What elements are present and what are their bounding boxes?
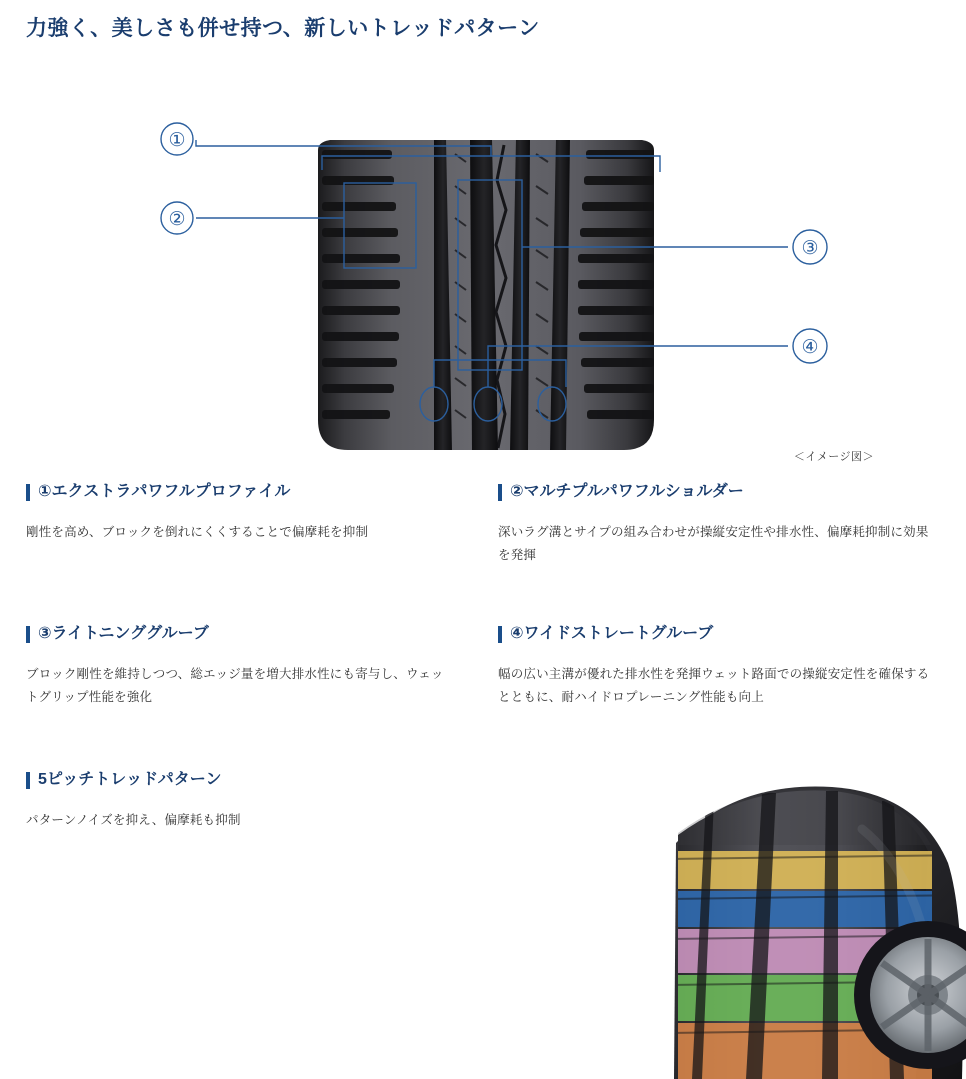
- feature-body-5: パターンノイズを抑え、偏摩耗も抑制: [26, 812, 241, 827]
- feature-body-4: 幅の広い主溝が優れた排水性を発揮ウェット路面での操縦安定性を確保するとともに、耐ハイドロプレーニング性能も向上: [498, 666, 930, 704]
- callout-2-label: ②: [168, 209, 186, 230]
- image-note: ＜イメージ図＞: [793, 451, 874, 463]
- feature-body-3: ブロック剛性を維持しつつ、総エッジ量を増大排水性にも寄与し、ウェットグリップ性能を強化: [26, 666, 444, 704]
- pitch-tire-svg: [666, 759, 966, 1079]
- feature-body-1: 剛性を高め、ブロックを倒れにくくすることで偏摩耗を抑制: [26, 524, 369, 539]
- callout-1-label: ①: [168, 130, 186, 151]
- tire-body: [318, 138, 654, 452]
- tread-pattern-diagram: [0, 50, 966, 470]
- feature-item-5: [26, 770, 456, 832]
- feature-title-2: ②マルチプルパワフルショルダー: [498, 482, 938, 503]
- page-title: 力強く、美しさも併せ持つ、新しいトレッドパターン: [26, 17, 540, 40]
- feature-title-3: ③ライトニンググルーブ: [26, 624, 456, 645]
- callout-3-label: ③: [801, 238, 819, 259]
- feature-item-4: [498, 624, 938, 709]
- feature-item-3: [26, 624, 456, 709]
- feature-body-2: 深いラグ溝とサイプの組み合わせが操縦安定性や排水性、偏摩耗抑制に効果を発揮: [498, 524, 929, 562]
- feature-item-1: [26, 482, 456, 544]
- tread-diagram-svg: [0, 50, 966, 470]
- callout-4-label: ④: [801, 337, 819, 358]
- feature-title-1: ①エクストラパワフルプロファイル: [26, 482, 456, 503]
- pitch-pattern-tire-photo: [666, 759, 966, 1079]
- feature-title-5: 5ピッチトレッドパターン: [26, 770, 456, 791]
- feature-item-2: [498, 482, 938, 567]
- feature-title-4: ④ワイドストレートグルーブ: [498, 624, 938, 645]
